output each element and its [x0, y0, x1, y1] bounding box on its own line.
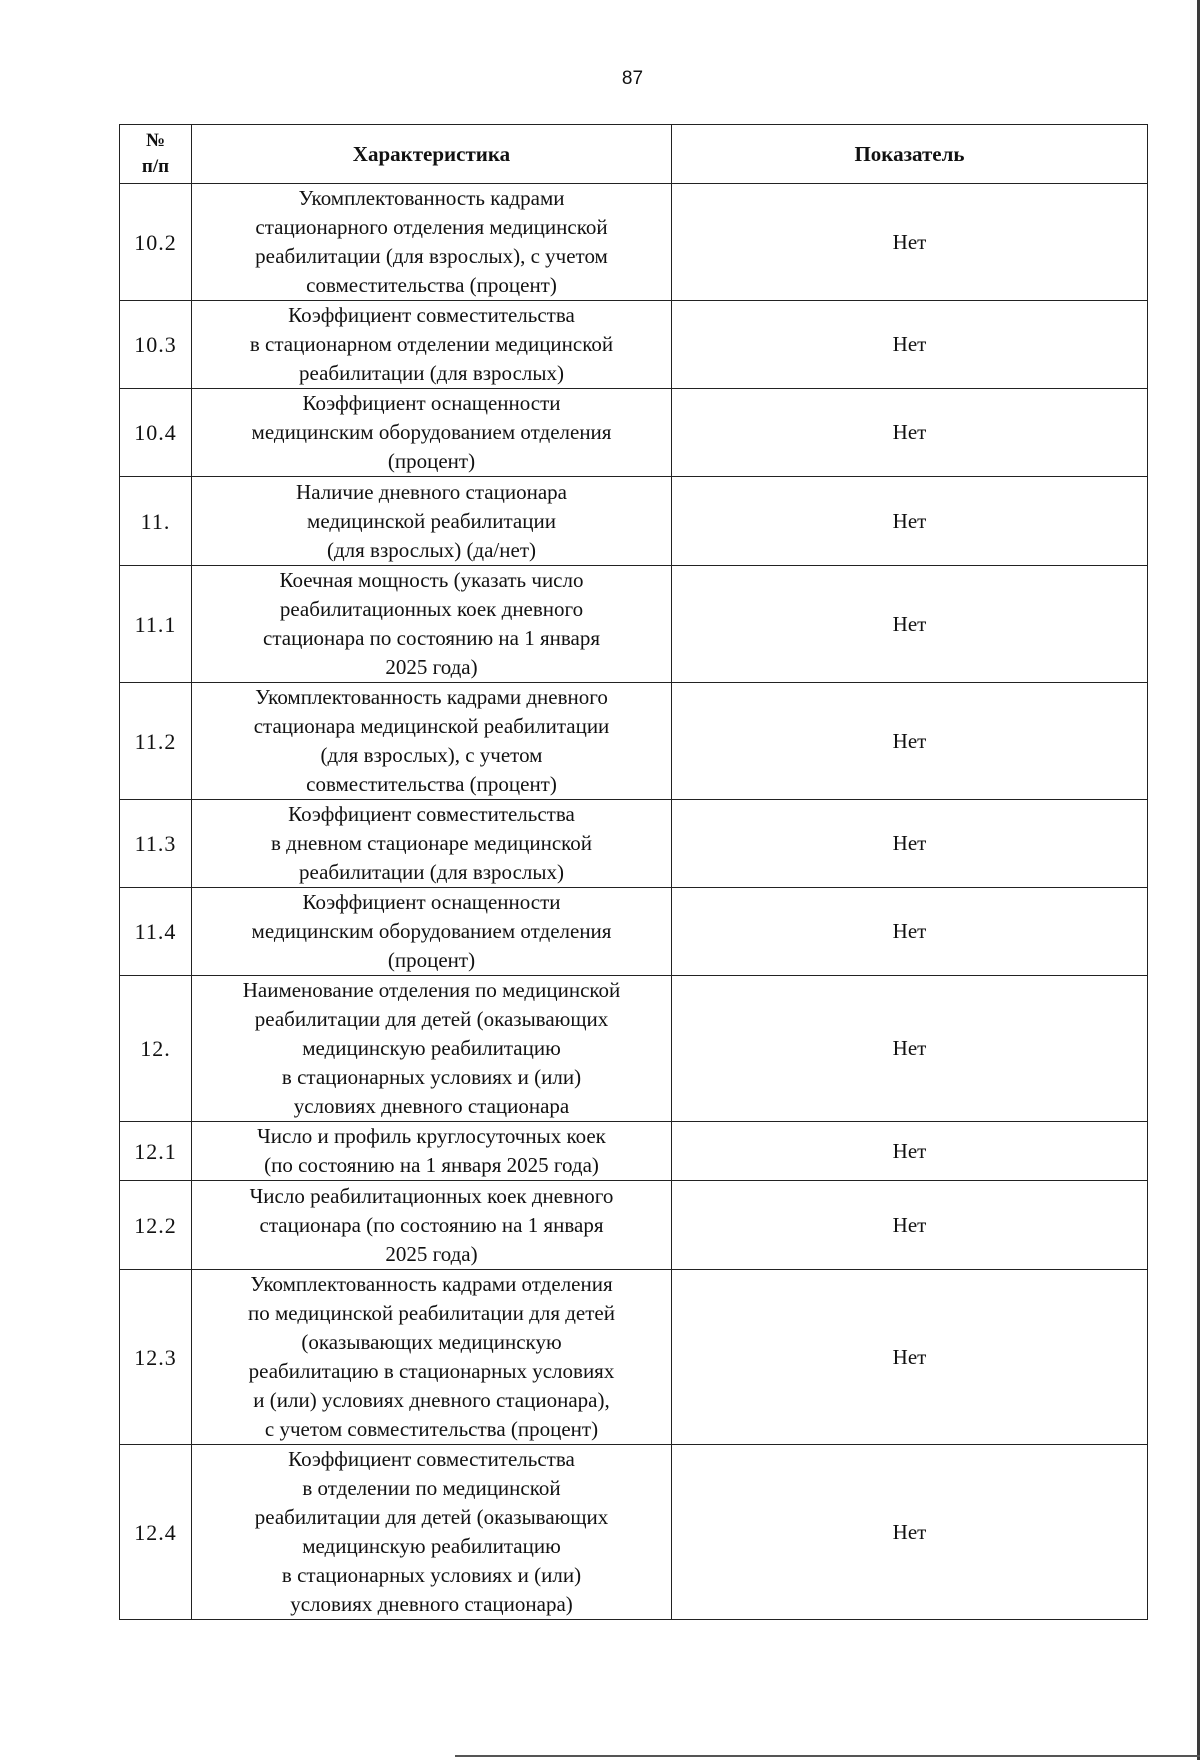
row-number: 11.1 [120, 566, 192, 683]
page-number: 87 [621, 68, 644, 89]
row-characteristic: Число реабилитационных коек дневного стационара (по состоянию на 1 января 2025 года) [192, 1181, 672, 1270]
scan-bottom-line [455, 1755, 1200, 1757]
row-indicator: Нет [672, 800, 1148, 888]
table-row [120, 888, 1148, 976]
table-row [120, 1445, 1148, 1620]
row-characteristic: Число и профиль круглосуточных коек (по состоянию на 1 января 2025 года) [192, 1122, 672, 1181]
table-row [120, 800, 1148, 888]
row-number: 12. [120, 976, 192, 1122]
table-row [120, 301, 1148, 389]
table-row [120, 389, 1148, 477]
row-number: 11. [120, 477, 192, 566]
header-indicator: Показатель [672, 125, 1148, 184]
row-indicator: Нет [672, 1122, 1148, 1181]
table-row [120, 1270, 1148, 1445]
table-row [120, 1122, 1148, 1181]
row-number: 11.2 [120, 683, 192, 800]
row-number: 12.4 [120, 1445, 192, 1620]
row-characteristic: Коэффициент совместительства в дневном стационаре медицинской реабилитации (для взрослых) [192, 800, 672, 888]
row-characteristic: Коэффициент оснащенности медицинским оборудованием отделения (процент) [192, 888, 672, 976]
row-characteristic: Коэффициент совместительства в стационарном отделении медицинской реабилитации (для взрослых) [192, 301, 672, 389]
header-num: № п/п [120, 125, 192, 184]
row-number: 11.4 [120, 888, 192, 976]
row-characteristic: Коечная мощность (указать число реабилитационных коек дневного стационара по состоянию на 1 января 2025 года) [192, 566, 672, 683]
row-indicator: Нет [672, 1270, 1148, 1445]
table-row [120, 477, 1148, 566]
row-characteristic: Наименование отделения по медицинской реабилитации для детей (оказывающих медицинскую реабилитацию в стационарных условиях и (или) условиях дневного стационара [192, 976, 672, 1122]
table-row [120, 976, 1148, 1122]
row-number: 10.4 [120, 389, 192, 477]
row-number: 11.3 [120, 800, 192, 888]
row-number: 10.2 [120, 184, 192, 301]
row-number: 10.3 [120, 301, 192, 389]
table-row [120, 1181, 1148, 1270]
row-indicator: Нет [672, 389, 1148, 477]
row-characteristic: Коэффициент совместительства в отделении по медицинской реабилитации для детей (оказывающих медицинскую реабилитацию в стационарных условиях и (или) условиях дневного стационара) [192, 1445, 672, 1620]
row-characteristic: Коэффициент оснащенности медицинским оборудованием отделения (процент) [192, 389, 672, 477]
row-indicator: Нет [672, 566, 1148, 683]
row-indicator: Нет [672, 301, 1148, 389]
characteristics-table [119, 124, 1148, 1620]
row-indicator: Нет [672, 976, 1148, 1122]
row-characteristic: Наличие дневного стационара медицинской реабилитации (для взрослых) (да/нет) [192, 477, 672, 566]
table-row [120, 566, 1148, 683]
header-characteristic: Характеристика [192, 125, 672, 184]
row-indicator: Нет [672, 477, 1148, 566]
row-number: 12.2 [120, 1181, 192, 1270]
row-number: 12.3 [120, 1270, 192, 1445]
row-indicator: Нет [672, 888, 1148, 976]
row-characteristic: Укомплектованность кадрами стационарного отделения медицинской реабилитации (для взрослых), с учетом совместительства (процент) [192, 184, 672, 301]
row-indicator: Нет [672, 1445, 1148, 1620]
row-characteristic: Укомплектованность кадрами отделения по медицинской реабилитации для детей (оказывающих медицинскую реабилитацию в стационарных условиях и (или) условиях дневного стационара), с учетом совместительства (процент) [192, 1270, 672, 1445]
row-indicator: Нет [672, 1181, 1148, 1270]
table-row [120, 683, 1148, 800]
table-row [120, 184, 1148, 301]
table-header-row [120, 125, 1148, 184]
row-indicator: Нет [672, 683, 1148, 800]
row-indicator: Нет [672, 184, 1148, 301]
row-characteristic: Укомплектованность кадрами дневного стационара медицинской реабилитации (для взрослых), с учетом совместительства (процент) [192, 683, 672, 800]
row-number: 12.1 [120, 1122, 192, 1181]
